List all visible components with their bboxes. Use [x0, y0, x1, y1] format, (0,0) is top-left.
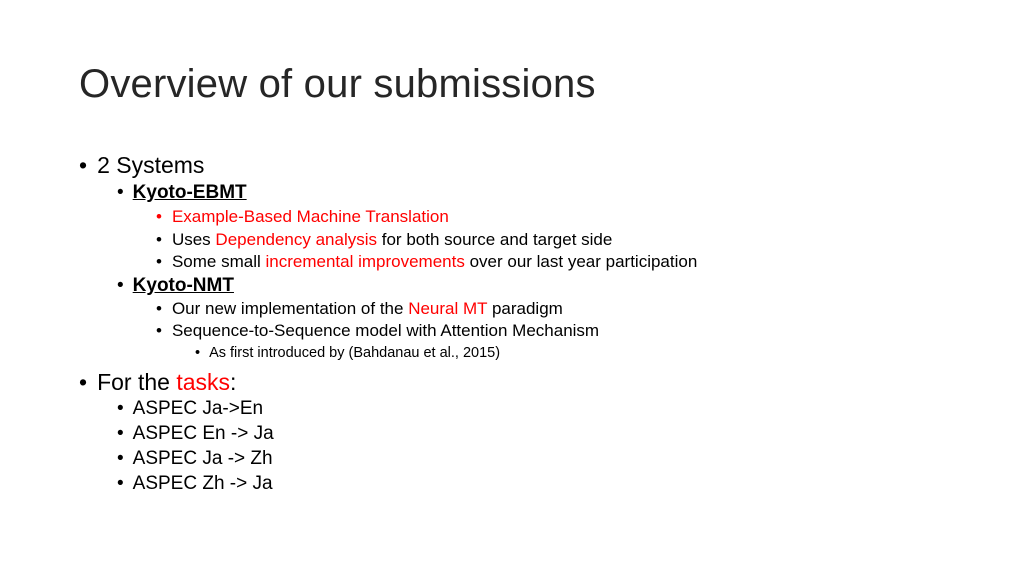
bullet-tasks — [79, 369, 236, 395]
nmt-item-2-text: Sequence-to-Sequence model with Attention Mechanism — [171, 321, 600, 340]
bullet-dot: • — [117, 275, 124, 296]
bullet-dot: • — [156, 230, 162, 249]
bullet-dot: • — [156, 207, 162, 226]
ebmt-item-3-highlight: incremental improvements — [265, 252, 465, 271]
task-item-text: ASPEC Ja->En — [132, 398, 264, 419]
slide-title: Overview of our submissions — [79, 62, 596, 106]
task-item-text: ASPEC Ja -> Zh — [132, 448, 273, 469]
kyoto-ebmt-heading: Kyoto-EBMT — [132, 182, 247, 203]
task-item — [117, 398, 263, 420]
bullet-dot: • — [117, 398, 124, 419]
bullet-dot: • — [117, 182, 124, 203]
ebmt-item-3 — [156, 252, 697, 272]
bullet-dot: • — [156, 299, 162, 318]
bullet-dot: • — [195, 345, 201, 361]
nmt-item-1-pre: Our new implementation of the — [171, 299, 409, 318]
kyoto-nmt-heading: Kyoto-NMT — [132, 275, 234, 296]
task-item-text: ASPEC En -> Ja — [132, 423, 274, 444]
task-item-text: ASPEC Zh -> Ja — [132, 473, 273, 494]
ebmt-item-2-pre: Uses — [171, 230, 216, 249]
ebmt-item-2-post: for both source and target side — [377, 230, 613, 249]
bullet-dot: • — [117, 423, 124, 444]
ebmt-item-2 — [156, 230, 612, 250]
tasks-label-highlight: tasks — [176, 369, 231, 395]
ebmt-item-3-pre: Some small — [171, 252, 266, 271]
task-item — [117, 448, 273, 470]
bullet-systems — [79, 152, 204, 178]
bullet-dot: • — [156, 252, 162, 271]
ebmt-item-1 — [156, 207, 449, 227]
nmt-item-1-highlight: Neural MT — [408, 299, 488, 318]
bullet-dot: • — [156, 321, 162, 340]
tasks-label-post: : — [230, 369, 237, 395]
ebmt-item-2-highlight: Dependency analysis — [215, 230, 378, 249]
bullet-kyoto-nmt — [117, 275, 234, 297]
bullet-dot: • — [79, 152, 88, 178]
systems-label: 2 Systems — [97, 152, 205, 178]
nmt-sub-item-1 — [195, 345, 500, 362]
task-item — [117, 423, 274, 445]
nmt-item-1-post: paradigm — [487, 299, 563, 318]
tasks-label-pre: For the — [97, 369, 177, 395]
nmt-item-2 — [156, 321, 599, 341]
bullet-dot: • — [117, 473, 124, 494]
ebmt-item-1-text: Example-Based Machine Translation — [171, 207, 449, 226]
nmt-item-1 — [156, 299, 563, 319]
nmt-sub-item-1-text: As first introduced by (Bahdanau et al., 2015) — [209, 345, 501, 361]
bullet-dot: • — [117, 448, 124, 469]
bullet-dot: • — [79, 369, 88, 395]
task-item — [117, 473, 273, 495]
ebmt-item-3-post: over our last year participation — [464, 252, 698, 271]
bullet-kyoto-ebmt — [117, 182, 247, 204]
